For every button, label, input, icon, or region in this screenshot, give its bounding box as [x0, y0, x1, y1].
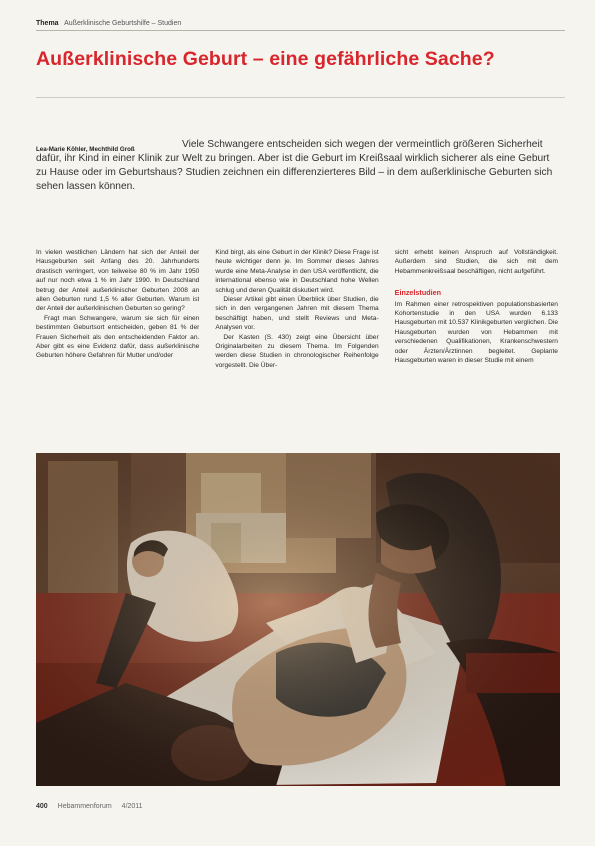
page-number: 400 [36, 803, 48, 810]
body-columns [36, 248, 558, 443]
header-section: Außerklinische Geburtshilfe – Studien [64, 20, 182, 27]
paragraph: Der Kasten (S. 430) zeigt eine Übersicht über Originalarbeiten zu diesem Thema. Im Folgenden werden diese Studien in chronologischer Reihenfolge vorgestellt. Die Über- [215, 333, 379, 369]
body-column-2 [215, 248, 378, 443]
journal-issue: 4/2011 [121, 803, 143, 810]
header-rule [36, 30, 565, 31]
page-footer [36, 803, 143, 810]
paragraph: In vielen westlichen Ländern hat sich der Anteil der Hausgeburten seit Anfang des 20. Jahrhunderts drastisch verringert, von teilweise 80 % im Jahr 1950 auf nur noch etwa 1 % im Jahr 1990. In Deutschland betrug der Anteil außerklinischer Geburten 2008 an allen Geburten rund 1,5 % aller Geburten. Warum ist der Anteil der außerklinischen Geburten so gering? [36, 249, 200, 313]
paragraph: Kind birgt, als eine Geburt in der Klinik? Diese Frage ist heute wichtiger denn je. Im Sommer dieses Jahres wurde eine Meta-Analyse in den USA veröffentlicht, die international ebenso wie in Deutschland hohe Wellen schlug und deren Qualität diskutiert wird. [215, 249, 379, 294]
journal-name: Hebammenforum [57, 803, 112, 810]
header-kicker: Thema [36, 20, 59, 27]
paragraph: Dieser Artikel gibt einen Überblick über Studien, die sich in den vergangenen Jahren mit diesem Thema beschäftigt haben, und stellt Reviews und Meta-Analysen vor. [215, 296, 379, 332]
paragraph: Fragt man Schwangere, warum sie sich für einen bestimmten Geburtsort entscheiden, geben 81 % der Frauen Sicherheit als den entscheidenden Faktor an. Aber gibt es eine Evidenz dafür, dass außerklinische Geburten höhere Gefahren für Mutter und/oder [36, 314, 200, 360]
birth-scene-illustration [36, 453, 560, 786]
article-title: Außerklinische Geburt – eine gefährliche Sache? [36, 48, 495, 70]
section-subhead: Einzelstudien [394, 288, 441, 298]
article-authors: Lea-Marie Köhler, Mechthild Groß [36, 146, 135, 153]
paragraph: sicht erhebt keinen Anspruch auf Vollständigkeit. Außerdem sind Studien, die sich mit dem Hebammenkreißsaal beschäftigen, nicht aufgeführt. [394, 249, 558, 275]
body-column-3 [395, 248, 558, 443]
paragraph: Im Rahmen einer retrospektiven populationsbasierten Kohortenstudie in den USA wurden 6.133 Hausgeburten mit 10.537 Klinikgeburten verglichen. Die Hausgeburten wurden von Hebammen mit verschiedenen Qualifikationen, Krankenschwestern oder Ärzten/Ärztinnen begleitet. Geplante Hausgeburten waren in dieser Studie mit einem [394, 300, 558, 365]
article-lead: Viele Schwangere entscheiden sich wegen der vermeintlich größeren Sicherheit dafür, ihr Kind in einer Klinik zur Welt zu bringen. Aber ist die Geburt im Kreißsaal wirklich sicherer als eine Geburt zu Hause oder im Geburtshaus? Studien zeichnen ein differenzierteres Bild – in dem außerklinische Geburten sich sehen lassen können. [36, 139, 553, 192]
title-rule [36, 97, 565, 98]
article-photo [36, 453, 560, 786]
running-header [36, 20, 181, 27]
body-column-1 [36, 248, 199, 443]
